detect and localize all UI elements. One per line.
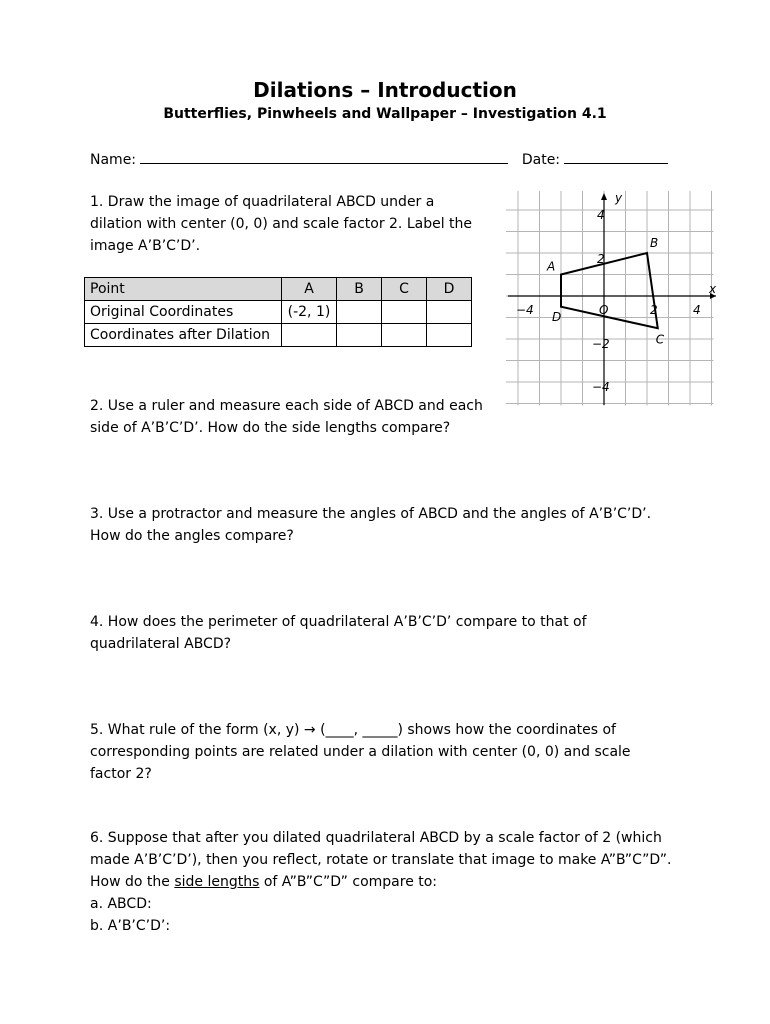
y-axis-arrow [601,193,607,200]
y-tick-label: 4 [597,208,605,222]
question-4-line: quadrilateral ABCD? [90,636,232,652]
table-cell[interactable] [337,301,382,324]
x-tick-label: −4 [516,303,534,317]
table-header-cell: D [427,278,472,301]
y-axis-label: y [615,191,623,205]
vertex-label-a: A [547,259,556,274]
table-header-cell: B [337,278,382,301]
question-2 [90,395,483,439]
origin-label: O [599,303,609,317]
question-2-line: side of A’B’C’D’. How do the side lengths compare? [90,420,451,436]
table-cell[interactable] [427,301,472,324]
question-1-line: dilation with center (0, 0) and scale factor 2. Label the [90,216,473,232]
table-cell: Coordinates after Dilation [85,324,282,347]
table-cell[interactable]: (-2, 1) [282,301,337,324]
question-6-part-a: a. ABCD: [90,896,152,912]
table-cell[interactable] [427,324,472,347]
coordinate-grid [506,191,720,409]
table-cell[interactable] [337,324,382,347]
question-4-line: 4. How does the perimeter of quadrilateral A’B’C’D’ compare to that of [90,614,587,630]
vertex-label-c: C [655,332,665,347]
page-title: Dilations – Introduction [253,78,517,102]
question-6-line: 6. Suppose that after you dilated quadrilateral ABCD by a scale factor of 2 (which [90,830,662,846]
date-label: Date: [521,152,561,168]
page-subtitle: Butterflies, Pinwheels and Wallpaper – Investigation 4.1 [163,106,607,122]
table-header-cell: A [282,278,337,301]
table-cell[interactable] [382,324,427,347]
question-6-line [90,871,671,893]
x-tick-label: 2 [650,303,658,317]
question-1 [90,191,472,257]
question-1-line: image A’B’C’D’. [90,238,201,254]
question-6-line: made A’B’C’D’), then you reflect, rotate or translate that image to make A”B”C”D”. [90,852,672,868]
question-6-text: How do the [90,874,175,890]
question-6-text: of A”B”C”D” compare to: [259,874,438,890]
question-3-line: 3. Use a protractor and measure the angles of ABCD and the angles of A’B’C’D’. [90,506,652,522]
vertex-label-d: D [552,309,562,324]
table-row [85,324,472,347]
table-header-row [85,278,472,301]
name-label: Name: [90,152,137,168]
question-6-part-b: b. A’B’C’D’: [90,918,171,934]
x-tick-label: 4 [693,303,701,317]
vertex-label-b: B [650,236,659,250]
y-tick-label: −2 [592,337,610,351]
question-5-line: factor 2? [90,766,152,782]
table-header-cell: Point [85,278,282,301]
table-cell[interactable] [282,324,337,347]
table-header-cell: C [382,278,427,301]
table-cell: Original Coordinates [85,301,282,324]
grid-lines [506,191,714,406]
quadrilateral-abcd [561,253,658,328]
coordinates-table [84,277,472,347]
question-3 [90,503,651,547]
name-field[interactable] [140,149,508,164]
question-6 [90,827,671,937]
table-cell[interactable] [382,301,427,324]
y-tick-label: −4 [592,380,610,394]
question-5-line: 5. What rule of the form (x, y) → (____, _____) shows how the coordinates of [90,722,616,738]
question-5-line: corresponding points are related under a dilation with center (0, 0) and scale [90,744,631,760]
question-4 [90,611,587,655]
question-1-line: 1. Draw the image of quadrilateral ABCD under a [90,194,435,210]
x-axis-label: x [709,282,717,296]
date-field[interactable] [564,149,668,164]
table-row [85,301,472,324]
name-date-line [90,149,668,168]
question-3-line: How do the angles compare? [90,528,294,544]
question-2-line: 2. Use a ruler and measure each side of ABCD and each [90,398,483,414]
question-6-underlined-text: side lengths [174,874,260,890]
y-tick-label: 2 [597,252,605,266]
question-5 [90,719,631,785]
